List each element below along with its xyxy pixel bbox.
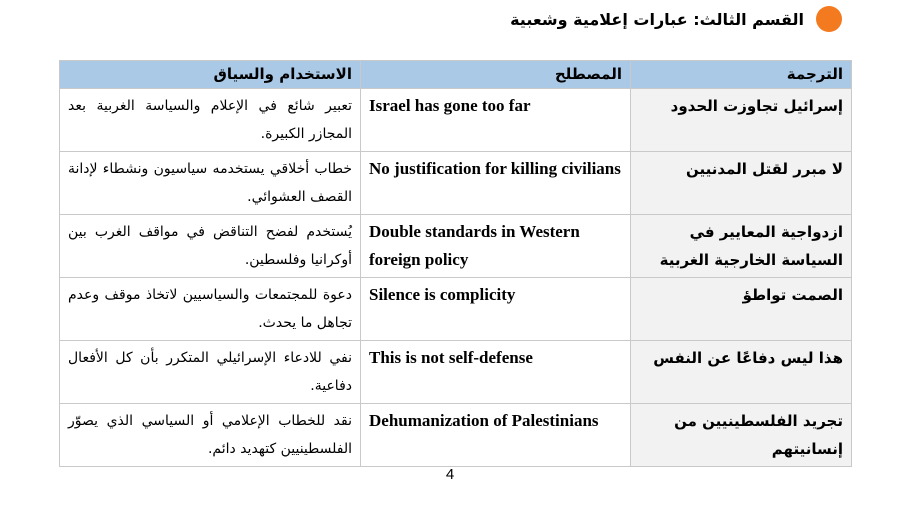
header-term: المصطلح [361,61,631,89]
table-row [60,152,852,215]
table-row [60,89,852,152]
term-cell: This is not self-defense [361,341,631,404]
term-cell: No justification for killing civilians [361,152,631,215]
usage-cell: خطاب أخلاقي يستخدمه سياسيون ونشطاء لإدانة القصف العشوائي. [60,152,361,215]
translation-cell: الصمت تواطؤ [631,278,852,341]
header-usage: الاستخدام والسياق [60,61,361,89]
page-number: 4 [445,466,455,483]
table-row [60,215,852,278]
table-row [60,341,852,404]
table-row [60,278,852,341]
glossary-table [59,60,852,467]
term-cell: Silence is complicity [361,278,631,341]
usage-cell: تعبير شائع في الإعلام والسياسة الغربية بعد المجازر الكبيرة. [60,89,361,152]
translation-cell: ازدواجية المعايير في السياسة الخارجية الغربية [631,215,852,278]
section-bullet-icon [816,6,842,32]
translation-cell: إسرائيل تجاوزت الحدود [631,89,852,152]
table-header-row [60,61,852,89]
header-translation: الترجمة [631,61,852,89]
translation-cell: هذا ليس دفاعًا عن النفس [631,341,852,404]
usage-cell: يُستخدم لفضح التناقض في مواقف الغرب بين أوكرانيا وفلسطين. [60,215,361,278]
usage-cell: نفي للادعاء الإسرائيلي المتكرر بأن كل الأفعال دفاعية. [60,341,361,404]
usage-cell: نقد للخطاب الإعلامي أو السياسي الذي يصوّر الفلسطينيين كتهديد دائم. [60,404,361,467]
section-title: القسم الثالث: عبارات إعلامية وشعبية [510,10,804,29]
table-row [60,404,852,467]
term-cell: Double standards in Western foreign policy [361,215,631,278]
term-cell: Dehumanization of Palestinians [361,404,631,467]
usage-cell: دعوة للمجتمعات والسياسيين لاتخاذ موقف وعدم تجاهل ما يحدث. [60,278,361,341]
translation-cell: تجريد الفلسطينيين من إنسانيتهم [631,404,852,467]
translation-cell: لا مبرر لقتل المدنيين [631,152,852,215]
term-cell: Israel has gone too far [361,89,631,152]
